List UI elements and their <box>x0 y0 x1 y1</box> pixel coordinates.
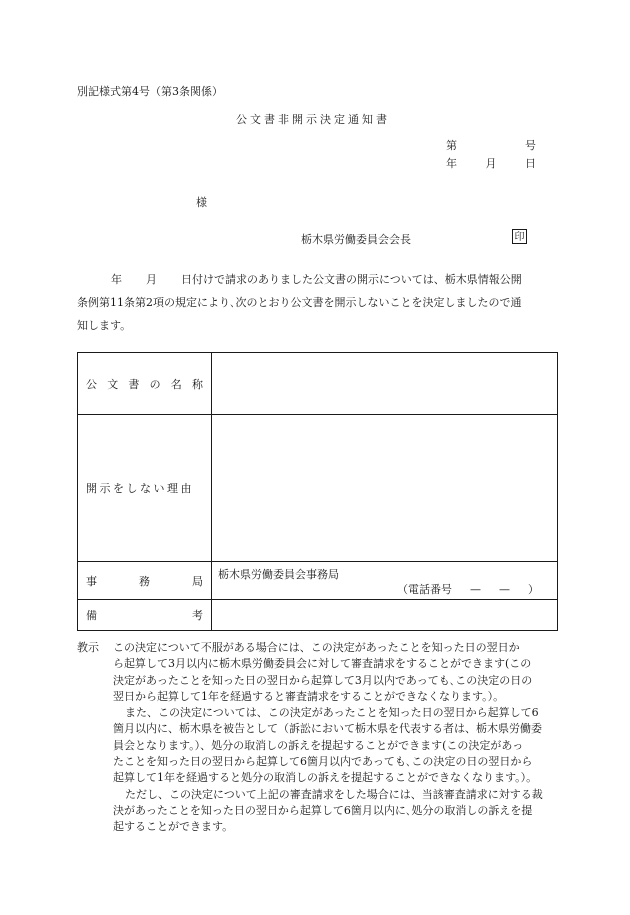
form-number: 別記様式第4号（第3条関係） <box>77 85 223 98</box>
label-char: 公 <box>86 377 97 391</box>
instructions-line: 翌日から起算して1年を経過すると審査請求をすることができなくなります。）。 <box>113 689 505 703</box>
table-row-remarks <box>78 600 558 631</box>
instructions-line: ら起算して3月以内に栃木県労働委員会に対して審査請求をすることができます(この <box>113 657 532 671</box>
label-char: の <box>149 377 161 391</box>
instructions-line: ただし、この決定について上記の審査請求をした場合には、当該審査請求に対する裁 <box>125 787 543 801</box>
remarks-label <box>78 600 212 631</box>
instructions-line: 起することができます。 <box>113 820 234 834</box>
phone-dash: — <box>470 583 481 596</box>
instructions-line: 起算して1年を経過すると処分の取消しの訴えを提起することができなくなります。）。 <box>113 771 538 785</box>
instructions-line: 決があったことを知った日の翌日から起算して6箇月以内に､処分の取消しの訴えを提 <box>113 803 533 817</box>
office-label <box>78 562 212 600</box>
instructions-line: たことを知った日の翌日から起算して6箇月以内であっても､この決定の日の翌日から <box>113 755 533 769</box>
document-date-line <box>446 155 536 171</box>
phone-close: ） <box>528 583 539 596</box>
label-char: 文 <box>107 377 119 391</box>
table-row-office <box>78 562 558 600</box>
intro-line-1-text: 日付けで請求のありました公文書の開示については、栃木県情報公開 <box>181 273 522 286</box>
instructions-section <box>77 640 561 836</box>
date-month: 月 <box>485 157 497 170</box>
reason-value[interactable] <box>212 415 558 562</box>
document-number-line <box>446 137 536 153</box>
table-row-reason <box>78 415 558 562</box>
intro-line-2: 条例第11条第2項の規定により､次のとおり公文書を開示しないことを決定しましたので通 <box>77 296 522 309</box>
addressee-suffix: 様 <box>196 196 207 209</box>
reason-label <box>78 415 212 562</box>
label-char: 名 <box>170 377 182 391</box>
phone-number <box>397 581 539 597</box>
reason-label-text: 開示をしない理由 <box>86 482 194 495</box>
instructions-line: 員会となります。）、処分の取消しの訴えを提起することができます(この決定があっ <box>113 738 524 752</box>
office-name: 栃木県労働委員会事務局 <box>218 568 339 581</box>
instructions-line: 箇月以内に、栃木県を被告として（訴訟において栃木県を代表する者は、栃木県労働委 <box>113 722 542 736</box>
intro-line-1 <box>77 268 557 291</box>
table-row-document-name <box>78 353 558 415</box>
remarks-value[interactable] <box>212 600 558 631</box>
seal-mark: 印 <box>512 229 527 244</box>
label-char: 事 <box>86 574 97 588</box>
office-value <box>212 562 558 600</box>
phone-dash: — <box>499 583 510 596</box>
instructions-line: また、この決定については、この決定があったことを知った日の翌日から起算して6 <box>125 706 539 720</box>
info-table <box>77 352 558 631</box>
document-title: 公文書非開示決定通知書 <box>236 113 390 126</box>
date-year: 年 <box>446 157 457 170</box>
label-char: 務 <box>139 574 150 588</box>
intro-paragraph <box>77 268 557 337</box>
date-day: 日 <box>525 157 536 170</box>
sender-name: 栃木県労働委員会会長 <box>301 233 411 246</box>
document-name-label <box>78 353 212 415</box>
intro-line-3: 知します。 <box>77 319 132 332</box>
phone-open: （電話番号 <box>397 583 452 596</box>
number-suffix: 号 <box>525 139 536 152</box>
intro-year: 年 <box>111 273 122 286</box>
label-char: 備 <box>86 609 97 622</box>
label-char: 称 <box>191 377 203 391</box>
instructions-heading: 教示 <box>77 641 99 654</box>
number-prefix: 第 <box>446 139 457 152</box>
label-char: 局 <box>192 574 203 588</box>
document-name-value[interactable] <box>212 353 558 415</box>
label-char: 書 <box>128 377 140 391</box>
instructions-line: この決定について不服がある場合には、この決定があったことを知った日の翌日か <box>113 641 520 654</box>
instructions-line: 決定があったことを知った日の翌日から起算して3月以内であっても､この決定の日の <box>113 673 533 687</box>
intro-month: 月 <box>146 273 157 286</box>
label-char: 考 <box>192 609 203 622</box>
